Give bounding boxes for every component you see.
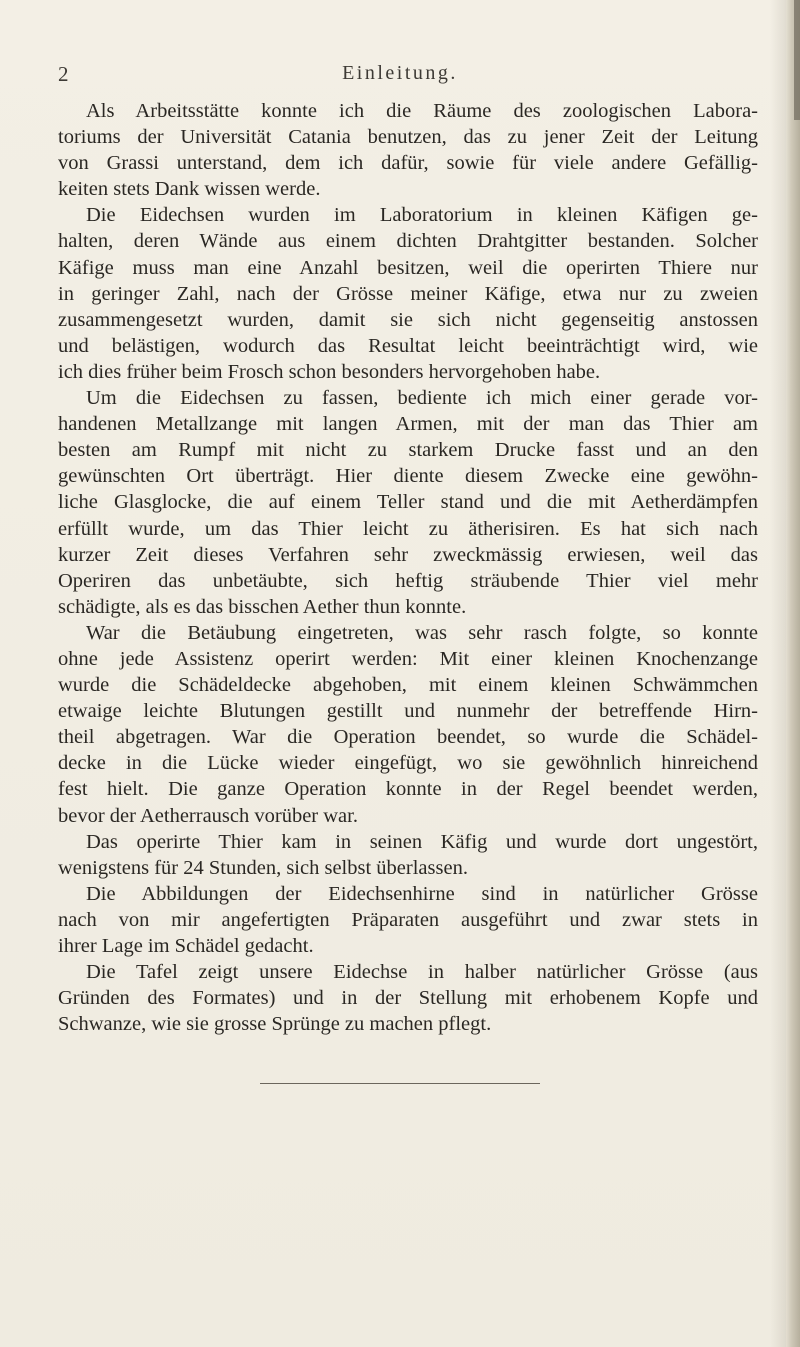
text-line: halten, deren Wände aus einem dichten Drahtgitter bestanden. Solcher (58, 230, 758, 253)
text-line: kurzer Zeit dieses Verfahren sehr zweckmässig erwiesen, weil das (58, 543, 758, 566)
text-line: zusammengesetzt wurden, damit sie sich nicht gegenseitig anstossen (58, 308, 758, 331)
text-line: War die Betäubung eingetreten, was sehr rasch folgte, so konnte (86, 621, 758, 644)
text-line: wurde die Schädeldecke abgehoben, mit einem kleinen Schwämmchen (58, 674, 758, 697)
page-edge-shadow (786, 0, 800, 1347)
text-line: ihrer Lage im Schädel gedacht. (58, 935, 314, 957)
text-line: Käfige muss man eine Anzahl besitzen, weil die operirten Thiere nur (58, 256, 758, 279)
text-line: Gründen des Formates) und in der Stellung mit erhobenem Kopfe und (58, 987, 758, 1010)
text-line: besten am Rumpf mit nicht zu starkem Drucke fasst und an den (58, 439, 758, 462)
text-line: etwaige leichte Blutungen gestillt und nunmehr der betreffende Hirn- (58, 700, 758, 723)
text-line: fest hielt. Die ganze Operation konnte in der Regel beendet werden, (58, 778, 758, 801)
text-line: Die Eidechsen wurden im Laboratorium in kleinen Käfigen ge- (86, 204, 758, 227)
text-line: liche Glasglocke, die auf einem Teller stand und die mit Aetherdämpfen (58, 491, 758, 514)
text-line: erfüllt wurde, um das Thier leicht zu ätherisiren. Es hat sich nach (58, 517, 758, 540)
text-line: decke in die Lücke wieder eingefügt, wo sie gewöhnlich hinreichend (58, 752, 758, 775)
page-edge-binding (794, 0, 800, 120)
footer-rule (260, 1083, 540, 1084)
text-line: theil abgetragen. War die Operation beendet, so wurde die Schädel- (58, 726, 758, 749)
text-line: ich dies früher beim Frosch schon besonders hervorgehoben habe. (58, 360, 601, 383)
text-line: schädigte, als es das bisschen Aether thun konnte. (58, 595, 467, 618)
text-line: Die Abbildungen der Eidechsenhirne sind in natürlicher Grösse (86, 882, 758, 905)
text-line: Das operirte Thier kam in seinen Käfig und wurde dort ungestört, (86, 830, 758, 853)
text-line: ohne jede Assistenz operirt werden: Mit einer kleinen Knochenzange (58, 647, 758, 670)
text-line: in geringer Zahl, nach der Grösse meiner Käfige, etwa nur zu zweien (58, 282, 758, 305)
text-line: toriums der Universität Catania benutzen, das zu jener Zeit der Leitung (58, 126, 758, 149)
text-line: bevor der Aetherrausch vorüber war. (58, 804, 358, 827)
running-head: Einleitung. (342, 62, 458, 84)
text-line: und belästigen, wodurch das Resultat leicht beeinträchtigt wird, wie (58, 334, 758, 357)
text-line: Operiren das unbetäubte, sich heftig sträubende Thier viel mehr (58, 569, 758, 592)
text-line: wenigstens für 24 Stunden, sich selbst überlassen. (58, 856, 468, 879)
text-line: nach von mir angefertigten Präparaten ausgeführt und zwar stets in (58, 908, 758, 931)
page-number: 2 (58, 62, 69, 86)
text-line: Die Tafel zeigt unsere Eidechse in halber natürlicher Grösse (aus (86, 961, 758, 984)
text-line: von Grassi unterstand, dem ich dafür, sowie für viele andere Gefällig- (58, 152, 758, 175)
text-line: Als Arbeitsstätte konnte ich die Räume des zoologischen Labora- (86, 100, 758, 122)
text-line: keiten stets Dank wissen werde. (58, 178, 321, 201)
text-line: handenen Metallzange mit langen Armen, mit der man das Thier am (58, 413, 758, 436)
text-line: Schwanze, wie sie grosse Sprünge zu machen pflegt. (58, 1013, 492, 1036)
body-text (58, 98, 758, 1037)
text-line: Um die Eidechsen zu fassen, bediente ich mich einer gerade vor- (86, 387, 758, 410)
text-line: gewünschten Ort überträgt. Hier diente diesem Zwecke eine gewöhn- (58, 465, 758, 488)
